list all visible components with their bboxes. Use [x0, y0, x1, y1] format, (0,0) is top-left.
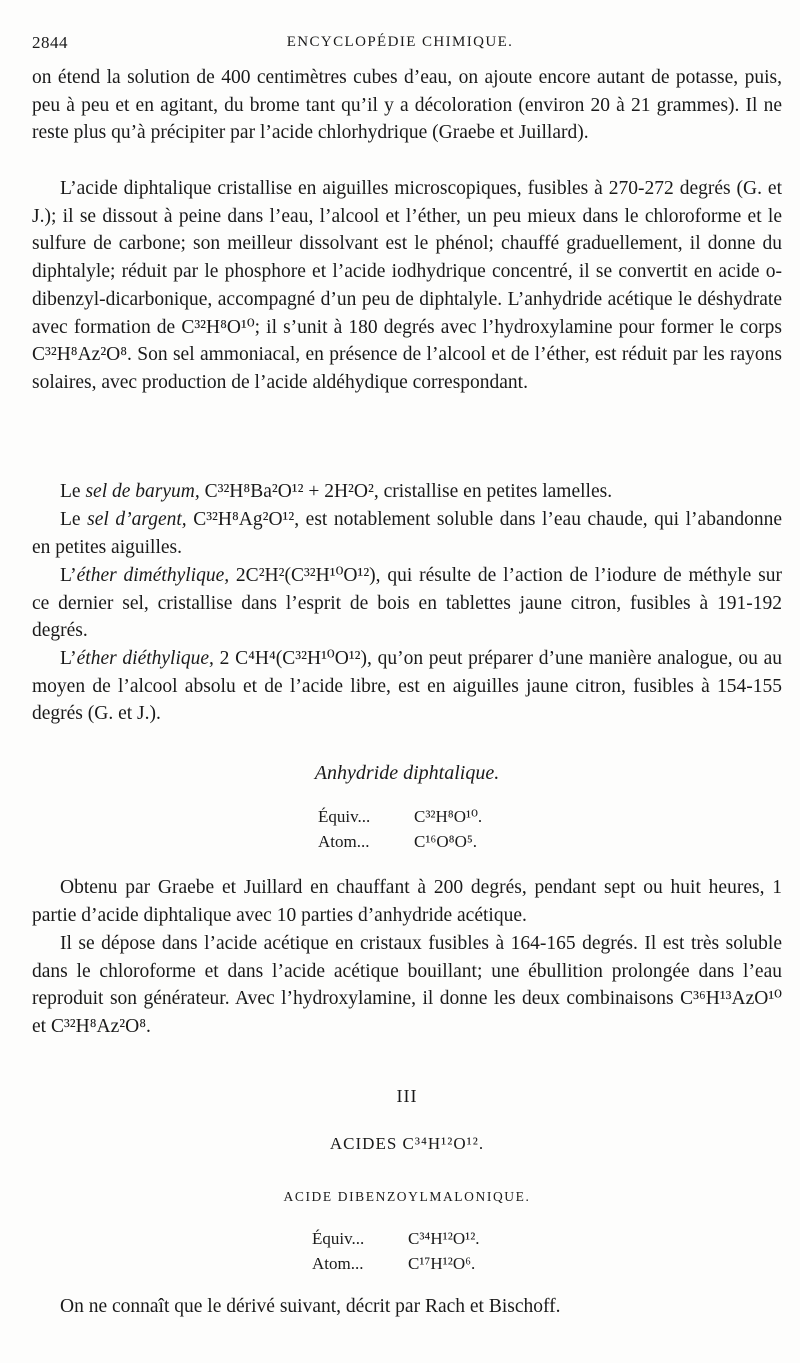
paragraph-dimethyl-ether: [32, 562, 782, 645]
rest-text: 2 C⁴H⁴(C³²H¹⁰O¹²), qu’on peut préparer d’une manière analogue, ou au moyen de l’alcool absolu et de l’acide libre, est en aiguilles jaune citron, fusibles à 154-155 degrés (G. et J.).: [32, 648, 782, 725]
paragraph-text: Il se dépose dans l’acide acétique en cristaux fusibles à 164-165 degrés. Il est très soluble dans le chloroforme et dans l’acide acétique bouillant; une ébullition prolongée dans l’eau reproduit son générateur. Avec l’hydroxylamine, il donne les deux combinaisons C³⁶H¹³AzO¹⁰ et C³²H⁸Az²O⁸.: [32, 933, 782, 1038]
compound-name: sel d’argent,: [87, 509, 187, 530]
paragraph-diethyl-ether: [32, 645, 782, 728]
rest-text: C³²H⁸Ba²O¹² + 2H²O², cristallise en petites lamelles.: [199, 481, 613, 502]
subsection-title: ACIDE DIBENZOYLMALONIQUE.: [283, 1189, 531, 1204]
paragraph-text: [32, 562, 782, 645]
rest-text: C³²H⁸Ag²O¹², est notablement soluble dans l’eau chaude, qui l’abandonne en petites aiguilles.: [32, 509, 782, 558]
formula-label: Équiv...: [318, 807, 371, 826]
formula-label: Atom...: [318, 832, 370, 851]
lead-text: Le: [60, 509, 88, 530]
formula-block-dibenzoylmalonic: [312, 1226, 480, 1276]
paragraph-silver-salt: [32, 506, 782, 561]
section-title-acids: ACIDES C³⁴H¹²O¹².: [329, 1134, 485, 1153]
paragraph-anhydride-properties: [32, 930, 782, 1041]
formula-row-equiv: [318, 804, 482, 829]
section-number: III: [396, 1086, 418, 1106]
lead-text: L’: [60, 648, 77, 669]
paragraph-derivative: [32, 1293, 782, 1321]
formula-value: C¹⁷H¹²O⁶.: [408, 1254, 476, 1273]
compound-name: éther diméthylique,: [76, 565, 230, 586]
page-number: 2844: [32, 33, 68, 52]
paragraph-text: [32, 478, 782, 506]
page-header: [32, 33, 768, 57]
compound-name: éther diéthylique,: [76, 648, 214, 669]
paragraph-continued: [32, 64, 782, 147]
lead-text: L’: [60, 565, 77, 586]
formula-row-atom: [318, 829, 482, 854]
running-title: ENCYCLOPÉDIE CHIMIQUE.: [286, 34, 514, 50]
lead-text: Le: [60, 481, 86, 502]
rest-text: 2C²H²(C³²H¹⁰O¹²), qui résulte de l’action de l’iodure de méthyle sur ce dernier sel, cristallise dans l’esprit de bois en tablettes jaune citron, fusibles à 191-192 degrés.: [32, 565, 782, 642]
paragraph-text: L’acide diphtalique cristallise en aiguilles microscopiques, fusibles à 270-272 degrés (G. et J.); il se dissout à peine dans l’eau, l’alcool et l’éther, un peu mieux dans le chloroforme et le sulfure de carbone; son meilleur dissolvant est le phénol; chauffé graduellement, il donne du diphtalyle; réduit par le phosphore et l’acide iodhydrique concentré, il se convertit en acide o-dibenzyl-dicarbonique, accompagné d’un peu de diphtalyle. L’anhydride acétique le déshydrate avec formation de C³²H⁸O¹⁰; il s’unit à 180 degrés avec l’hydroxylamine pour former le corps C³²H⁸Az²O⁸. Son sel ammoniacal, en présence de l’alcool et de l’éther, est réduit par les rayons solaires, avec production de l’acide aldéhydique correspondant.: [32, 178, 782, 393]
paragraph-text: On ne connaît que le dérivé suivant, décrit par Rach et Bischoff.: [60, 1296, 561, 1317]
formula-row-atom: [312, 1251, 480, 1276]
formula-value: C³⁴H¹²O¹².: [408, 1229, 480, 1248]
formula-label: Équiv...: [312, 1229, 365, 1248]
paragraph-diphtalic-acid: [32, 175, 782, 397]
formula-label: Atom...: [312, 1254, 364, 1273]
paragraph-text: [32, 645, 782, 728]
formula-value: C³²H⁸O¹⁰.: [414, 807, 483, 826]
paragraph-barium-salt: [32, 478, 782, 506]
formula-row-equiv: [312, 1226, 480, 1251]
paragraph-text: [32, 506, 782, 561]
paragraph-text: on étend la solution de 400 centimètres cubes d’eau, on ajoute encore autant de potasse, puis, peu à peu et en agitant, du brome tant qu’il y a décoloration (environ 20 à 21 grammes). Il ne reste plus qu’à précipiter par l’acide chlorhydrique (Graebe et Juillard).: [32, 67, 782, 144]
paragraph-text: Obtenu par Graebe et Juillard en chauffant à 200 degrés, pendant sept ou huit heures, 1 partie d’acide diphtalique avec 10 parties d’anhydride acétique.: [32, 877, 782, 926]
compound-name: sel de baryum,: [85, 481, 200, 502]
formula-block-anhydride: [318, 804, 482, 854]
paragraph-anhydride-preparation: [32, 874, 782, 929]
formula-value: C¹⁶O⁸O⁵.: [414, 832, 478, 851]
section-heading-anhydride: Anhydride diphtalique.: [314, 762, 500, 784]
